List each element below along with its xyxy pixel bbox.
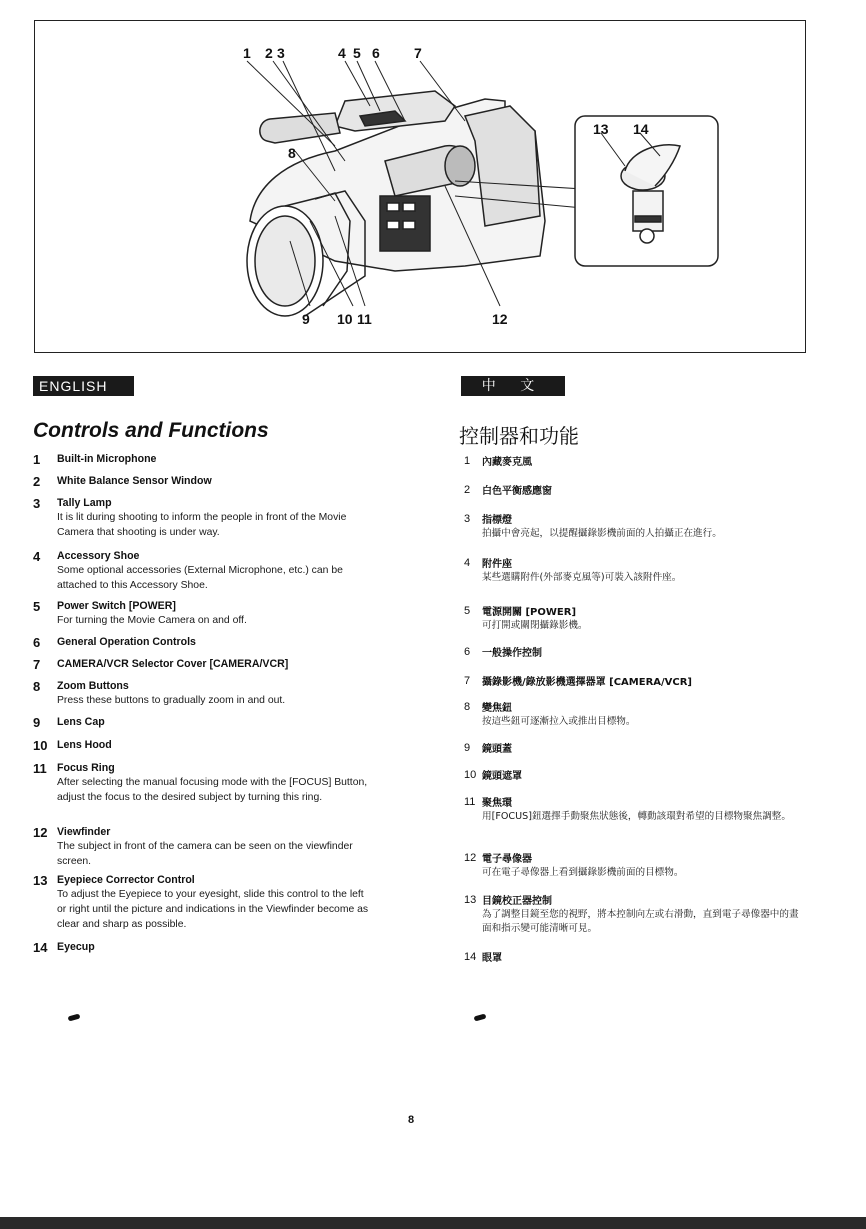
item-title: 鏡頭遮罩: [482, 771, 522, 782]
item-description: To adjust the Eyepiece to your eyesight, slide this control to the left or right until the picture and indications in the Viewfinder become as clear and sharp as possible.: [57, 889, 369, 930]
callout-8: 8: [288, 145, 296, 161]
chinese-controls-list: [461, 455, 801, 973]
item-number: 6: [33, 635, 41, 650]
item-number: 2: [464, 484, 471, 496]
list-item: [461, 742, 801, 769]
item-number: 12: [464, 852, 477, 864]
page-number: 8: [408, 1114, 415, 1126]
item-number: 4: [464, 557, 471, 569]
item-title: White Balance Sensor Window: [57, 475, 212, 487]
item-description: 拍攝中會亮起，以提醒攝錄影機前面的人拍攝正在進行。: [482, 528, 722, 539]
list-item: [461, 455, 801, 484]
list-item: [33, 549, 373, 599]
item-title: Power Switch [POWER]: [57, 600, 176, 612]
item-title: 鏡頭蓋: [482, 744, 512, 755]
item-number: 13: [33, 873, 48, 888]
item-title: Zoom Buttons: [57, 680, 129, 692]
item-title: 電源開關 [POWER]: [482, 607, 577, 618]
item-number: 7: [464, 675, 471, 687]
list-item: [461, 513, 801, 557]
callout-3: 3: [277, 45, 285, 61]
item-description: The subject in front of the camera can be seen on the viewfinder screen.: [57, 841, 353, 867]
item-title: Accessory Shoe: [57, 550, 140, 562]
item-title: Focus Ring: [57, 762, 115, 774]
item-number: 11: [33, 761, 47, 776]
callout-5: 5: [353, 45, 361, 61]
list-item: [461, 557, 801, 605]
list-item: [33, 599, 373, 635]
camera-drawing: [35, 21, 805, 352]
list-item: [33, 474, 373, 496]
callout-9: 9: [302, 311, 310, 327]
item-number: 12: [33, 825, 48, 840]
scan-mark: [68, 1014, 81, 1022]
item-title: Eyecup: [57, 941, 95, 953]
list-item: [33, 825, 373, 873]
item-number: 8: [464, 701, 471, 713]
item-title: 內藏麥克風: [482, 457, 532, 468]
item-number: 1: [33, 452, 41, 467]
item-title: 攝錄影機/錄放影機選擇器罩 [CAMERA/VCR]: [482, 677, 693, 688]
item-number: 5: [464, 605, 471, 617]
list-item: [33, 496, 373, 549]
item-number: 9: [464, 742, 471, 754]
list-item: [33, 635, 373, 657]
chinese-heading: 控制器和功能: [459, 424, 579, 448]
item-title: Lens Hood: [57, 739, 112, 751]
callout-13: 13: [593, 121, 609, 137]
item-number: 9: [33, 715, 41, 730]
list-item: [33, 873, 373, 940]
list-item: [33, 657, 373, 679]
callout-6: 6: [372, 45, 380, 61]
item-title: Viewfinder: [57, 826, 111, 838]
scan-mark: [474, 1014, 487, 1022]
item-description: 可在電子尋像器上看到攝錄影機前面的目標物。: [482, 867, 684, 878]
callout-12: 12: [492, 311, 508, 327]
item-number: 10: [464, 769, 477, 781]
item-number: 14: [33, 940, 48, 955]
list-item: [33, 940, 373, 962]
list-item: [33, 738, 373, 761]
list-item: [461, 484, 801, 513]
callout-11: 11: [357, 311, 372, 327]
item-number: 8: [33, 679, 41, 694]
callout-2: 2: [265, 45, 273, 61]
camera-illustration: [34, 20, 806, 353]
item-title: Lens Cap: [57, 716, 105, 728]
item-title: Tally Lamp: [57, 497, 112, 509]
list-item: [461, 852, 801, 894]
item-title: 指標燈: [482, 515, 512, 526]
callout-14: 14: [633, 121, 649, 137]
item-number: 3: [464, 513, 471, 525]
english-controls-list: [33, 452, 373, 962]
item-title: Eyepiece Corrector Control: [57, 874, 195, 886]
item-description: After selecting the manual focusing mode with the [FOCUS] Button, adjust the focus to the desired subject by turning this ring.: [57, 777, 368, 803]
callout-1: 1: [243, 45, 251, 61]
item-title: 變焦鈕: [482, 703, 512, 714]
callout-7: 7: [414, 45, 422, 61]
list-item: [461, 605, 801, 646]
list-item: [33, 679, 373, 715]
item-title: 眼罩: [482, 953, 502, 964]
item-description: 按這些鈕可逐漸拉入或推出目標物。: [482, 716, 636, 727]
english-tab: ENGLISH: [33, 376, 134, 396]
item-number: 13: [464, 894, 477, 906]
list-item: [461, 701, 801, 742]
list-item: [461, 796, 801, 852]
item-title: General Operation Controls: [57, 636, 196, 648]
item-description: 某些選購附件(外部麥克風等)可裝入該附件座。: [482, 572, 682, 583]
item-description: 為了調整目鏡至您的視野，將本控制向左或右滑動，直到電子尋像器中的畫面和指示變可能清晰可見。: [482, 909, 799, 934]
item-description: 用[FOCUS]鈕選擇手動聚焦狀態後，轉動該環對希望的目標物聚焦調整。: [482, 811, 791, 822]
callout-10: 10: [337, 311, 353, 327]
item-title: 聚焦環: [482, 798, 512, 809]
item-description: It is lit during shooting to inform the people in front of the Movie Camera that shooting is under way.: [57, 512, 347, 538]
list-item: [461, 951, 801, 973]
item-number: 4: [33, 549, 41, 564]
item-title: 白色平衡感應窗: [482, 486, 552, 497]
list-item: [33, 715, 373, 738]
list-item: [461, 646, 801, 675]
item-title: 電子尋像器: [482, 854, 532, 865]
item-title: 附件座: [482, 559, 512, 570]
chinese-tab: 中 文: [461, 376, 565, 396]
item-title: CAMERA/VCR Selector Cover [CAMERA/VCR]: [57, 658, 289, 670]
item-number: 14: [464, 951, 477, 963]
item-number: 7: [33, 657, 41, 672]
item-number: 2: [33, 474, 41, 489]
list-item: [33, 761, 373, 825]
item-number: 5: [33, 599, 41, 614]
item-title: Built-in Microphone: [57, 453, 157, 465]
item-title: 目鏡校正器控制: [482, 896, 552, 907]
callout-4: 4: [338, 45, 346, 61]
item-description: 可打開或關閉攝錄影機。: [482, 620, 588, 631]
item-title: 一般操作控制: [482, 648, 542, 659]
item-number: 3: [33, 496, 41, 511]
item-number: 6: [464, 646, 471, 658]
list-item: [461, 675, 801, 701]
item-description: Some optional accessories (External Microphone, etc.) can be attached to this Accessory Shoe.: [57, 565, 343, 591]
scan-edge-bar: [0, 1217, 866, 1229]
list-item: [33, 452, 373, 474]
list-item: [461, 769, 801, 796]
item-number: 10: [33, 738, 48, 753]
list-item: [461, 894, 801, 951]
item-number: 11: [464, 796, 476, 808]
item-description: For turning the Movie Camera on and off.: [57, 615, 247, 626]
item-number: 1: [464, 455, 471, 467]
english-heading: Controls and Functions: [33, 419, 269, 442]
item-description: Press these buttons to gradually zoom in and out.: [57, 695, 286, 706]
